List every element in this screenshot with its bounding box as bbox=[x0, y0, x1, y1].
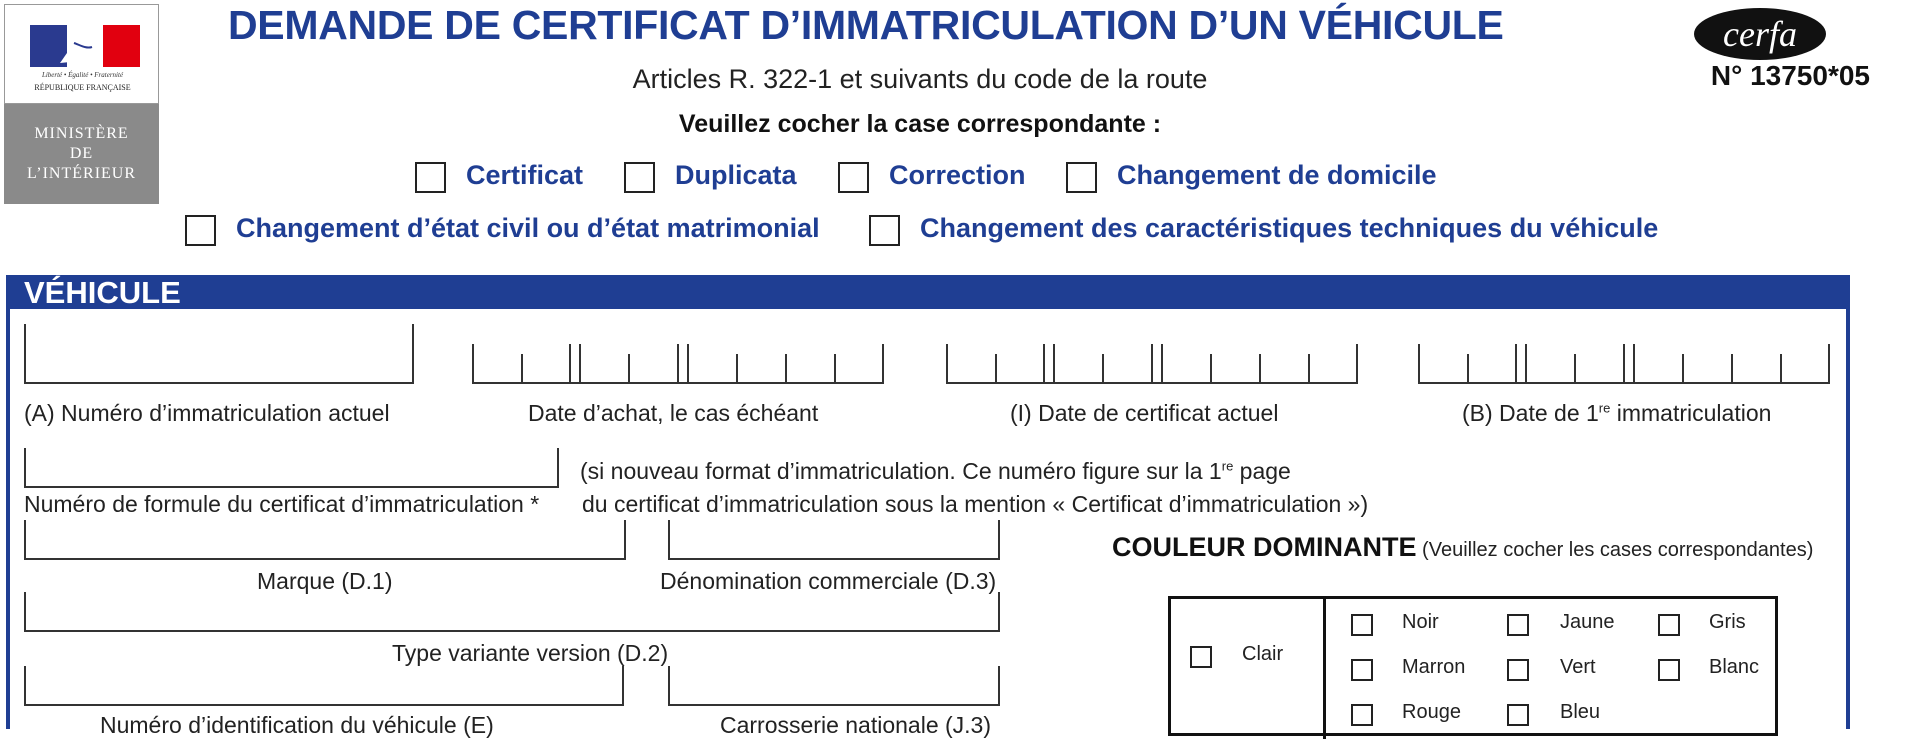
form-number-note-prefix: (si nouveau format d’immatriculation. Ce numéro figure sur la 1 bbox=[580, 458, 1222, 484]
commercial-name-field[interactable] bbox=[668, 520, 1000, 560]
certificat-label: Certificat bbox=[466, 160, 584, 190]
bleu-label: Bleu bbox=[1560, 701, 1601, 723]
type-variant-field[interactable] bbox=[24, 592, 1000, 632]
blanc-checkbox[interactable] bbox=[1658, 659, 1680, 681]
dominant-color-note: (Veuillez cocher les cases correspondantes) bbox=[1416, 539, 1814, 561]
form-subtitle: Articles R. 322-1 et suivants du code de la route bbox=[632, 64, 1208, 94]
cerfa-logo bbox=[1692, 6, 1828, 62]
blanc-label: Blanc bbox=[1709, 656, 1760, 678]
form-number-note-sup: re bbox=[1221, 458, 1234, 474]
form-number-note-line2: du certificat d’immatriculation sous la mention « Certificat d’immatriculation ») bbox=[582, 491, 1369, 517]
brand-field[interactable] bbox=[24, 520, 626, 560]
republique-francaise-logo bbox=[4, 4, 159, 204]
first-registration-date-label bbox=[1462, 400, 1771, 427]
form-number-field[interactable] bbox=[24, 448, 559, 488]
clair-checkbox[interactable] bbox=[1190, 646, 1212, 668]
certificat-checkbox[interactable] bbox=[415, 162, 446, 193]
correction-label: Correction bbox=[889, 160, 1026, 190]
purchase-date-label: Date d’achat, le cas échéant bbox=[528, 400, 819, 426]
rouge-checkbox[interactable] bbox=[1351, 704, 1373, 726]
ministry-line-3: L’INTÉRIEUR bbox=[26, 165, 137, 182]
form-title: DEMANDE DE CERTIFICAT D’IMMATRICULATION D’UN VÉHICULE bbox=[228, 2, 1504, 48]
changement-domicile-label: Changement de domicile bbox=[1117, 160, 1437, 190]
current-certificate-date-boxes bbox=[946, 344, 1358, 384]
logo-motto: Liberté • Égalité • Fraternité bbox=[41, 71, 124, 79]
first-registration-date-label-sup: re bbox=[1598, 400, 1611, 416]
ministry-line-2: DE bbox=[69, 145, 94, 162]
current-certificate-date-field[interactable] bbox=[946, 344, 1358, 384]
jaune-label: Jaune bbox=[1560, 611, 1615, 633]
noir-label: Noir bbox=[1402, 611, 1439, 633]
vin-label: Numéro d’identification du véhicule (E) bbox=[100, 712, 494, 738]
registration-number-label: (A) Numéro d’immatriculation actuel bbox=[24, 400, 390, 426]
correction-checkbox[interactable] bbox=[838, 162, 869, 193]
duplicata-checkbox[interactable] bbox=[624, 162, 655, 193]
ministry-label bbox=[4, 104, 159, 204]
bleu-checkbox[interactable] bbox=[1507, 704, 1529, 726]
first-registration-date-label-suffix: immatriculation bbox=[1610, 400, 1772, 426]
first-registration-date-boxes bbox=[1418, 344, 1830, 384]
jaune-checkbox[interactable] bbox=[1507, 614, 1529, 636]
purchase-date-boxes bbox=[472, 344, 884, 384]
purchase-date-field[interactable] bbox=[472, 344, 884, 384]
vehicule-section-header bbox=[6, 275, 1850, 309]
duplicata-label: Duplicata bbox=[675, 160, 797, 190]
changement-domicile-checkbox[interactable] bbox=[1066, 162, 1097, 193]
vin-field[interactable] bbox=[24, 666, 624, 706]
logo-republic: RÉPUBLIQUE FRANÇAISE bbox=[34, 83, 131, 92]
gris-label: Gris bbox=[1709, 611, 1746, 633]
changement-caracteristiques-label: Changement des caractéristiques techniques du véhicule bbox=[920, 213, 1659, 243]
registration-number-field[interactable] bbox=[24, 324, 414, 384]
form-number-label: Numéro de formule du certificat d’immatriculation * bbox=[24, 491, 540, 517]
clair-label: Clair bbox=[1242, 643, 1284, 665]
dominant-color-heading bbox=[1112, 532, 1813, 563]
marianne-flag-icon bbox=[30, 25, 140, 67]
brand-label: Marque (D.1) bbox=[257, 568, 393, 594]
first-registration-date-label-prefix: (B) Date de 1 bbox=[1462, 400, 1599, 426]
dominant-color-title: COULEUR DOMINANTE bbox=[1112, 532, 1417, 562]
current-certificate-date-label: (I) Date de certificat actuel bbox=[1010, 400, 1279, 426]
marron-label: Marron bbox=[1402, 656, 1466, 678]
color-table-divider bbox=[1323, 599, 1326, 739]
reception-label: Carrosserie nationale (J.3) bbox=[720, 712, 992, 738]
type-variant-label: Type variante version (D.2) bbox=[392, 640, 669, 666]
cerfa-number: N° 13750*05 bbox=[1710, 60, 1870, 91]
ministry-line-1: MINISTÈRE bbox=[34, 125, 129, 142]
dominant-color-table bbox=[1168, 596, 1778, 736]
form-number-note-line1 bbox=[580, 458, 1291, 485]
changement-caracteristiques-checkbox[interactable] bbox=[869, 215, 900, 246]
vert-checkbox[interactable] bbox=[1507, 659, 1529, 681]
first-registration-date-field[interactable] bbox=[1418, 344, 1830, 384]
rouge-label: Rouge bbox=[1402, 701, 1461, 723]
commercial-name-label: Dénomination commerciale (D.3) bbox=[660, 568, 997, 594]
noir-checkbox[interactable] bbox=[1351, 614, 1373, 636]
gris-checkbox[interactable] bbox=[1658, 614, 1680, 636]
vehicule-section-title: VÉHICULE bbox=[24, 275, 181, 310]
checkbox-instruction: Veuillez cocher la case correspondante : bbox=[678, 110, 1162, 138]
form-number-note-suffix: page bbox=[1233, 458, 1291, 484]
changement-etat-civil-checkbox[interactable] bbox=[185, 215, 216, 246]
marron-checkbox[interactable] bbox=[1351, 659, 1373, 681]
changement-etat-civil-label: Changement d’état civil ou d’état matrimonial bbox=[236, 213, 820, 243]
reception-field[interactable] bbox=[668, 666, 1000, 706]
cerfa-logo-text: cerfa bbox=[1723, 14, 1797, 54]
vert-label: Vert bbox=[1560, 656, 1596, 678]
